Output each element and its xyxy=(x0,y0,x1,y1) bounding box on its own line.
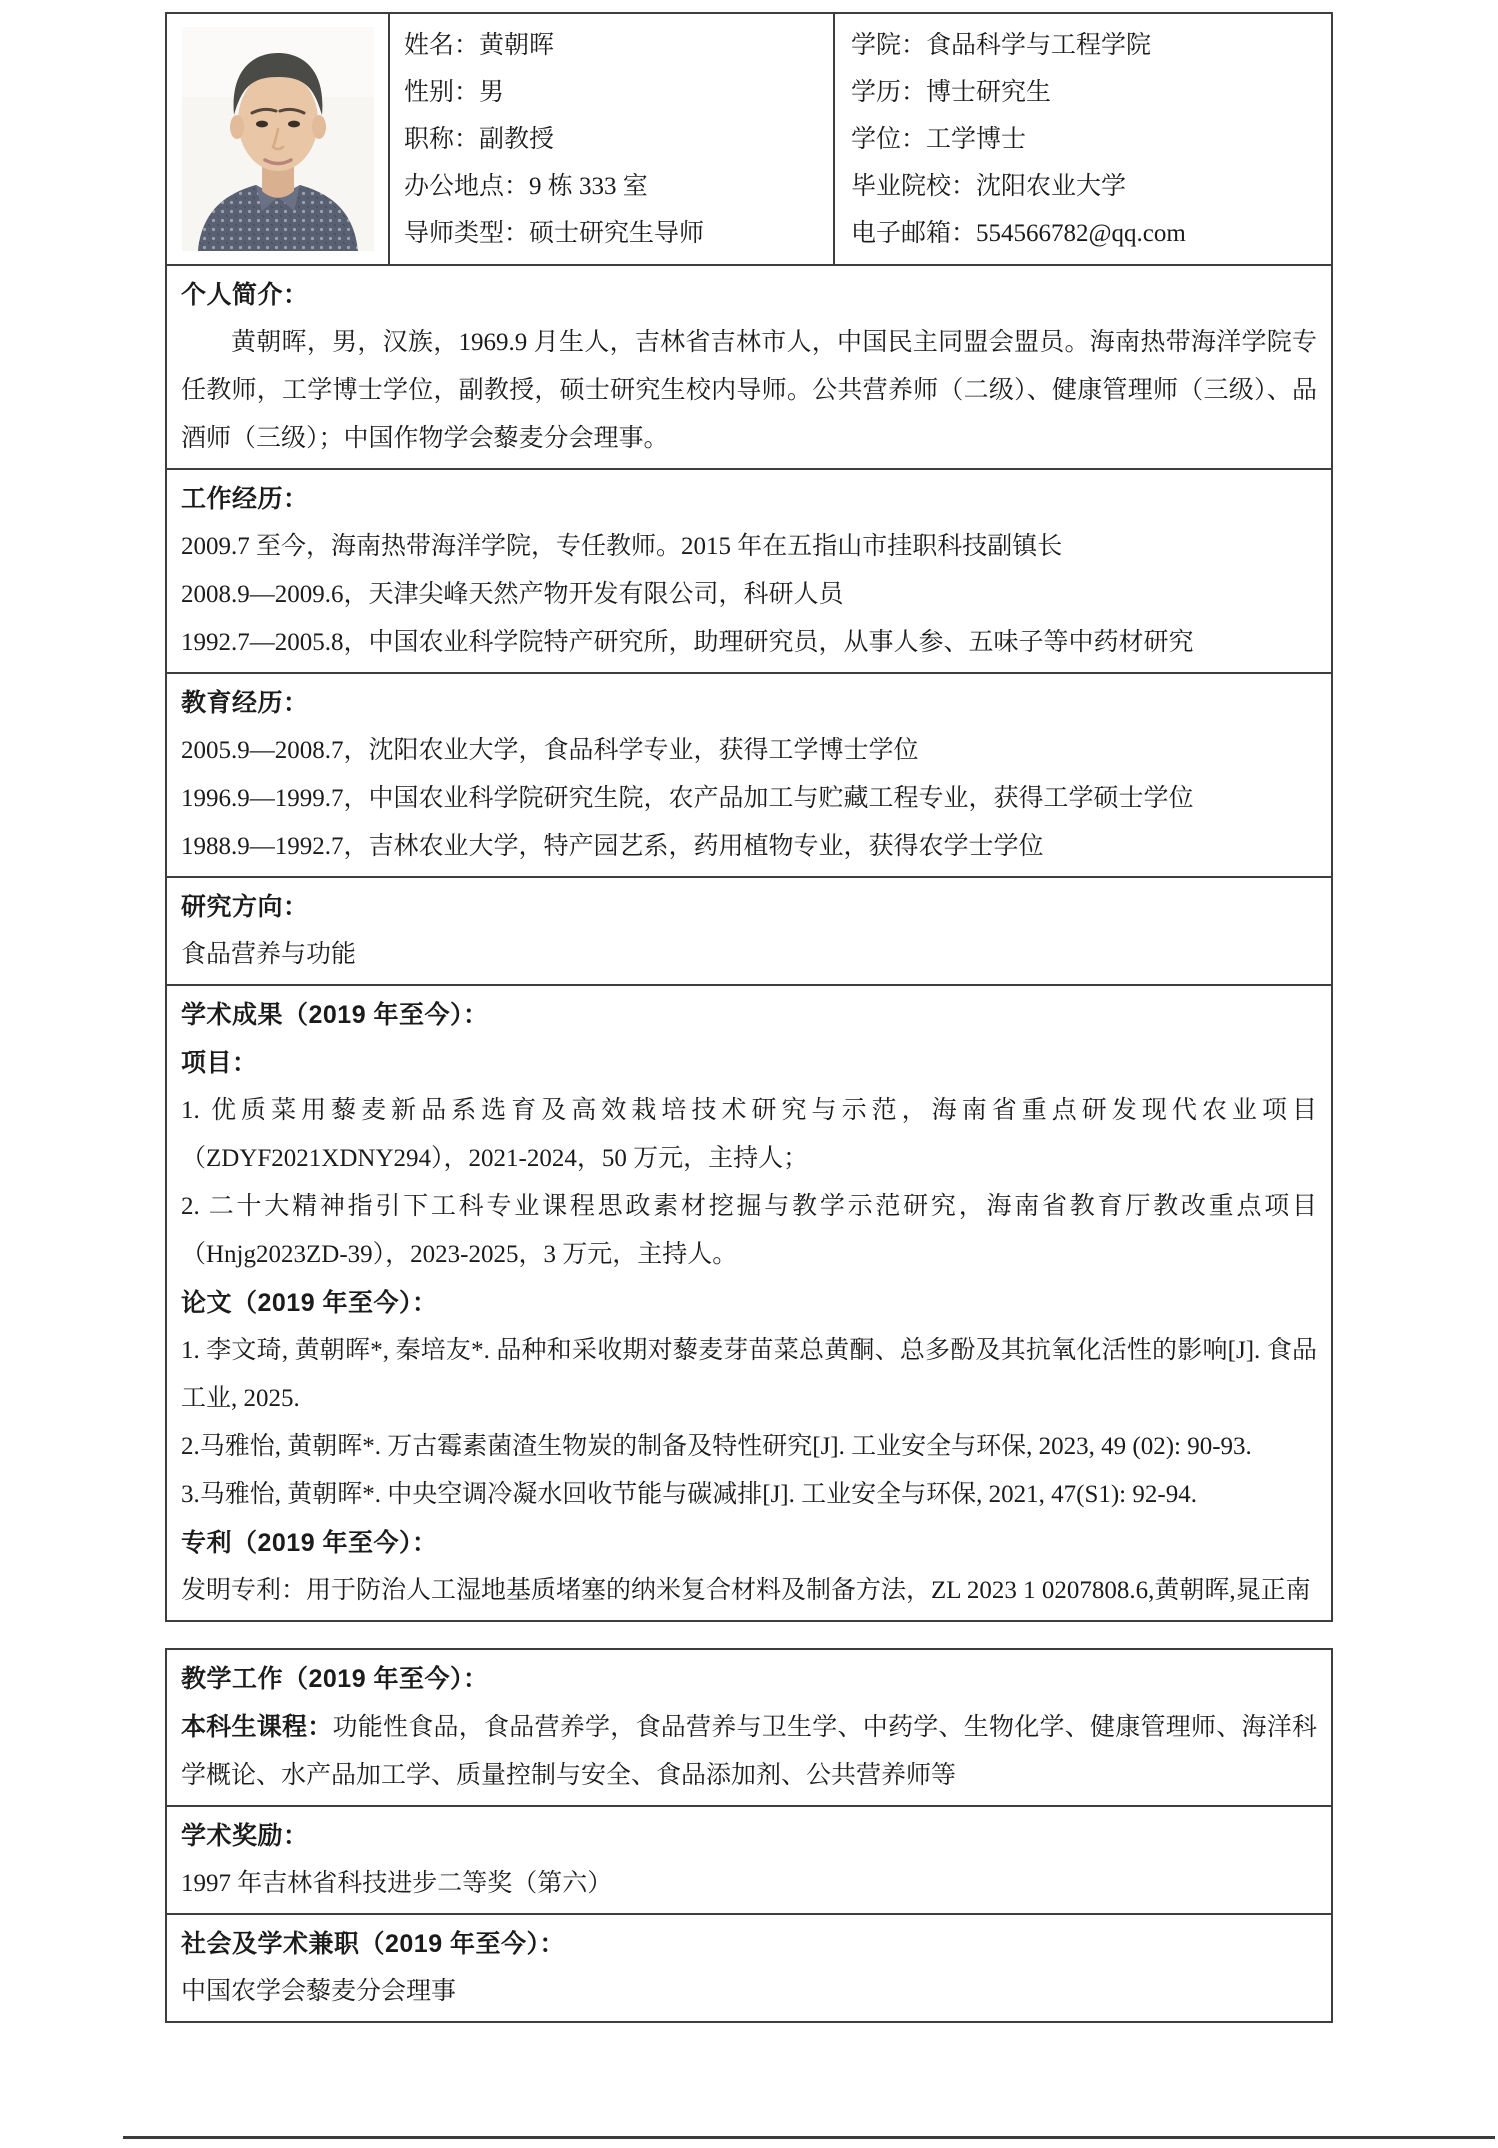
patents-heading: 专利（2019 年至今）： xyxy=(181,1529,438,1557)
section-teaching xyxy=(167,1650,1331,1805)
field-advisor-type: 导师类型：硕士研究生导师 xyxy=(404,220,705,247)
patent-item: 发明专利：用于防治人工湿地基质堵塞的纳米复合材料及制备方法，ZL 2023 1 0207808.6,黄朝晖,晁正南 xyxy=(181,1577,1311,1604)
section-research xyxy=(167,876,1331,984)
section-awards xyxy=(167,1805,1331,1913)
profile-table xyxy=(165,12,1333,1622)
section-achievements xyxy=(167,984,1331,1620)
teaching-table xyxy=(165,1648,1333,2023)
field-alma-mater: 毕业院校：沈阳农业大学 xyxy=(851,173,1127,200)
papers-heading: 论文（2019 年至今）： xyxy=(181,1289,438,1317)
research-direction: 食品营养与功能 xyxy=(181,941,357,968)
profile-photo xyxy=(182,27,374,251)
project-item: 1. 优质菜用藜麦新品系选育及高效栽培技术研究与示范，海南省重点研发现代农业项目（ZDYF2021XDNY294），2021-2024，50 万元，主持人； xyxy=(181,1097,1317,1172)
work-item: 1992.7—2005.8，中国农业科学院特产研究所，助理研究员，从事人参、五味子等中药材研究 xyxy=(181,629,1194,656)
profile-paragraph: 黄朝晖，男，汉族，1969.9 月生人，吉林省吉林市人，中国民主同盟会盟员。海南热带海洋学院专任教师，工学博士学位，副教授，硕士研究生校内导师。公共营养师（二级）、健康管理师（三级）、品酒师（三级）；中国作物学会藜麦分会理事。 xyxy=(181,329,1317,452)
header-row xyxy=(167,14,1331,264)
profile-heading: 个人简介： xyxy=(181,281,309,309)
field-gender: 性别：男 xyxy=(404,79,505,106)
section-memberships xyxy=(167,1913,1331,2021)
memberships-heading: 社会及学术兼职（2019 年至今）： xyxy=(181,1930,566,1958)
field-email: 电子邮箱：554566782@qq.com xyxy=(851,220,1186,247)
basic-info-column xyxy=(390,14,835,264)
paper-item: 3.马雅怡, 黄朝晖*. 中央空调冷凝水回收节能与碳减排[J]. 工业安全与环保, 2021, 47(S1): 92-94. xyxy=(181,1481,1197,1508)
project-item: 2. 二十大精神指引下工科专业课程思政素材挖掘与教学示范研究，海南省教育厅教改重点项目（Hnjg2023ZD-39），2023-2025，3 万元，主持人。 xyxy=(181,1193,1317,1268)
projects-heading: 项目： xyxy=(181,1049,258,1077)
research-heading: 研究方向： xyxy=(181,893,309,921)
section-education xyxy=(167,672,1331,876)
work-item: 2008.9—2009.6，天津尖峰天然产物开发有限公司，科研人员 xyxy=(181,581,844,608)
education-item: 2005.9—2008.7，沈阳农业大学，食品科学专业，获得工学博士学位 xyxy=(181,737,919,764)
education-item: 1988.9—1992.7，吉林农业大学，特产园艺系，药用植物专业，获得农学士学位 xyxy=(181,833,1044,860)
field-degree: 学位：工学博士 xyxy=(851,126,1027,153)
courses-label: 本科生课程： xyxy=(181,1713,333,1741)
work-heading: 工作经历： xyxy=(181,485,309,513)
field-education: 学历：博士研究生 xyxy=(851,79,1052,106)
academic-info-column xyxy=(835,14,1331,264)
teaching-heading: 教学工作（2019 年至今）： xyxy=(181,1665,489,1693)
field-name: 姓名：黄朝晖 xyxy=(404,32,555,59)
paper-item: 1. 李文琦, 黄朝晖*, 秦培友*. 品种和采收期对藜麦芽苗菜总黄酮、总多酚及其抗氧化活性的影响[J]. 食品工业, 2025. xyxy=(181,1337,1317,1412)
field-college: 学院：食品科学与工程学院 xyxy=(851,32,1152,59)
achievements-heading: 学术成果（2019 年至今）： xyxy=(181,1001,489,1029)
field-office: 办公地点：9 栋 333 室 xyxy=(404,173,648,200)
field-title: 职称：副教授 xyxy=(404,126,555,153)
section-profile xyxy=(167,264,1331,468)
education-item: 1996.9—1999.7，中国农业科学院研究生院，农产品加工与贮藏工程专业，获得工学硕士学位 xyxy=(181,785,1194,812)
teaching-courses xyxy=(181,1703,1317,1800)
education-heading: 教育经历： xyxy=(181,689,309,717)
photo-cell xyxy=(167,14,390,264)
award-item: 1997 年吉林省科技进步二等奖（第六） xyxy=(181,1870,613,1897)
membership-item: 中国农学会藜麦分会理事 xyxy=(181,1978,457,2005)
work-item: 2009.7 至今，海南热带海洋学院，专任教师。2015 年在五指山市挂职科技副镇长 xyxy=(181,533,1063,560)
document-page xyxy=(0,12,1498,2023)
page-bottom-rule xyxy=(123,2136,1495,2139)
courses-text: 功能性食品，食品营养学，食品营养与卫生学、中药学、生物化学、健康管理师、海洋科学概论、水产品加工学、质量控制与安全、食品添加剂、公共营养师等 xyxy=(181,1714,1317,1789)
section-work xyxy=(167,468,1331,672)
awards-heading: 学术奖励： xyxy=(181,1822,309,1850)
paper-item: 2.马雅怡, 黄朝晖*. 万古霉素菌渣生物炭的制备及特性研究[J]. 工业安全与环保, 2023, 49 (02): 90-93. xyxy=(181,1433,1252,1460)
